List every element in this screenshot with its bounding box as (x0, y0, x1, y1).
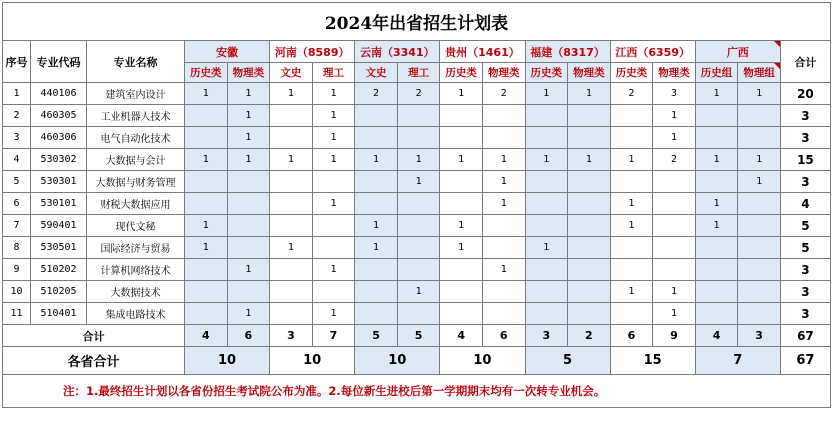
stream-header: 物理类 (482, 63, 525, 83)
row-quota-cell (355, 193, 398, 215)
row-quota-cell (440, 171, 483, 193)
stream-header: 历史类 (185, 63, 228, 83)
sum-cell: 6 (482, 325, 525, 347)
sum-row-label: 合计 (3, 325, 185, 347)
stream-header: 物理类 (653, 63, 696, 83)
row-quota-cell: 1 (482, 171, 525, 193)
header-name: 专业名称 (87, 41, 185, 83)
row-code: 530501 (31, 237, 87, 259)
row-quota-cell: 1 (227, 259, 270, 281)
province-header: 河南（8589） (270, 41, 355, 63)
row-quota-cell: 2 (653, 149, 696, 171)
row-quota-cell: 1 (695, 215, 738, 237)
province-sum-cell: 7 (695, 347, 780, 375)
table-row (3, 149, 831, 171)
row-quota-cell (653, 259, 696, 281)
row-quota-cell (185, 259, 228, 281)
row-quota-cell (227, 171, 270, 193)
row-quota-cell (355, 303, 398, 325)
stream-header: 历史类 (525, 63, 568, 83)
row-total: 3 (780, 171, 830, 193)
row-quota-cell (568, 105, 611, 127)
row-quota-cell (440, 105, 483, 127)
row-quota-cell: 1 (312, 127, 355, 149)
row-total: 5 (780, 237, 830, 259)
row-quota-cell: 1 (312, 105, 355, 127)
row-quota-cell: 1 (185, 215, 228, 237)
row-quota-cell: 2 (482, 83, 525, 105)
row-quota-cell (440, 281, 483, 303)
row-quota-cell (568, 193, 611, 215)
row-quota-cell (610, 259, 653, 281)
row-quota-cell (568, 237, 611, 259)
row-quota-cell (355, 171, 398, 193)
row-major-name: 财税大数据应用 (87, 193, 185, 215)
row-major-name: 计算机网络技术 (87, 259, 185, 281)
row-quota-cell (312, 237, 355, 259)
row-quota-cell: 1 (397, 281, 440, 303)
row-total: 15 (780, 149, 830, 171)
row-quota-cell (185, 171, 228, 193)
row-quota-cell: 1 (568, 149, 611, 171)
enrollment-plan-sheet (2, 2, 830, 435)
row-quota-cell: 1 (312, 83, 355, 105)
stream-header: 历史类 (440, 63, 483, 83)
row-quota-cell (482, 237, 525, 259)
row-seq: 6 (3, 193, 31, 215)
row-quota-cell (525, 281, 568, 303)
row-quota-cell (653, 237, 696, 259)
row-quota-cell (270, 259, 313, 281)
row-quota-cell: 1 (440, 237, 483, 259)
row-quota-cell (440, 259, 483, 281)
row-quota-cell (270, 303, 313, 325)
row-quota-cell: 1 (397, 171, 440, 193)
province-sum-cell: 10 (270, 347, 355, 375)
province-header: 江西（6359） (610, 41, 695, 63)
row-quota-cell (482, 127, 525, 149)
row-major-name: 电气自动化技术 (87, 127, 185, 149)
row-quota-cell (695, 303, 738, 325)
row-quota-cell (653, 193, 696, 215)
row-quota-cell: 1 (440, 149, 483, 171)
row-quota-cell (610, 105, 653, 127)
row-quota-cell (185, 303, 228, 325)
row-quota-cell (738, 303, 781, 325)
row-quota-cell (610, 127, 653, 149)
row-quota-cell: 1 (440, 83, 483, 105)
row-quota-cell (227, 215, 270, 237)
row-major-name: 工业机器人技术 (87, 105, 185, 127)
row-quota-cell (355, 105, 398, 127)
row-quota-cell: 1 (312, 259, 355, 281)
row-quota-cell: 1 (227, 127, 270, 149)
row-code: 460306 (31, 127, 87, 149)
row-seq: 3 (3, 127, 31, 149)
row-quota-cell (738, 105, 781, 127)
table-row (3, 193, 831, 215)
row-quota-cell (440, 303, 483, 325)
stream-header: 物理类 (568, 63, 611, 83)
row-quota-cell (610, 171, 653, 193)
row-quota-cell: 3 (653, 83, 696, 105)
row-seq: 4 (3, 149, 31, 171)
row-quota-cell: 1 (482, 193, 525, 215)
row-quota-cell: 1 (397, 149, 440, 171)
sum-cell: 7 (312, 325, 355, 347)
province-sum-cell: 15 (610, 347, 695, 375)
stream-header: 理工 (397, 63, 440, 83)
sum-cell: 2 (568, 325, 611, 347)
row-quota-cell: 1 (312, 149, 355, 171)
row-quota-cell: 1 (227, 149, 270, 171)
row-major-name: 大数据技术 (87, 281, 185, 303)
row-code: 590401 (31, 215, 87, 237)
row-quota-cell: 1 (695, 193, 738, 215)
table-row (3, 303, 831, 325)
row-code: 440106 (31, 83, 87, 105)
row-quota-cell (185, 127, 228, 149)
row-quota-cell (738, 237, 781, 259)
row-quota-cell: 1 (355, 237, 398, 259)
row-seq: 7 (3, 215, 31, 237)
province-sum-total: 67 (780, 347, 830, 375)
row-quota-cell (695, 171, 738, 193)
row-quota-cell (397, 127, 440, 149)
province-header: 广西 (695, 41, 780, 63)
row-quota-cell (482, 281, 525, 303)
row-quota-cell (397, 303, 440, 325)
row-quota-cell (610, 237, 653, 259)
row-quota-cell: 2 (355, 83, 398, 105)
row-quota-cell: 1 (227, 105, 270, 127)
province-header: 安徽 (185, 41, 270, 63)
row-total: 3 (780, 105, 830, 127)
row-seq: 9 (3, 259, 31, 281)
row-quota-cell (397, 193, 440, 215)
stream-header: 文史 (270, 63, 313, 83)
row-quota-cell (568, 303, 611, 325)
row-quota-cell: 1 (270, 149, 313, 171)
row-quota-cell: 1 (610, 193, 653, 215)
row-quota-cell: 1 (695, 83, 738, 105)
row-total: 4 (780, 193, 830, 215)
table-row (3, 215, 831, 237)
header-code: 专业代码 (31, 41, 87, 83)
row-quota-cell: 1 (185, 83, 228, 105)
stream-header: 文史 (355, 63, 398, 83)
row-quota-cell (440, 193, 483, 215)
row-quota-cell (568, 281, 611, 303)
row-quota-cell (227, 281, 270, 303)
row-quota-cell (355, 127, 398, 149)
row-quota-cell: 1 (185, 149, 228, 171)
table-row (3, 171, 831, 193)
row-quota-cell: 1 (738, 83, 781, 105)
row-quota-cell (568, 215, 611, 237)
stream-header: 理工 (312, 63, 355, 83)
row-major-name: 大数据与会计 (87, 149, 185, 171)
row-quota-cell (695, 281, 738, 303)
row-quota-cell: 1 (653, 105, 696, 127)
sum-cell: 6 (227, 325, 270, 347)
row-quota-cell (610, 303, 653, 325)
table-row (3, 83, 831, 105)
stream-header: 物理组 (738, 63, 781, 83)
row-quota-cell (738, 193, 781, 215)
sum-cell: 5 (355, 325, 398, 347)
row-total: 3 (780, 127, 830, 149)
row-quota-cell (695, 105, 738, 127)
table-title: 2024年出省招生计划表 (3, 3, 831, 41)
row-quota-cell: 1 (227, 83, 270, 105)
row-quota-cell: 1 (695, 149, 738, 171)
row-quota-cell (653, 215, 696, 237)
row-quota-cell (397, 215, 440, 237)
province-sum-cell: 10 (440, 347, 525, 375)
row-quota-cell (695, 259, 738, 281)
row-major-name: 现代文秘 (87, 215, 185, 237)
row-quota-cell (397, 237, 440, 259)
sum-total: 67 (780, 325, 830, 347)
row-seq: 11 (3, 303, 31, 325)
row-quota-cell (185, 281, 228, 303)
row-quota-cell (440, 127, 483, 149)
sum-cell: 6 (610, 325, 653, 347)
sum-cell: 4 (185, 325, 228, 347)
row-quota-cell (482, 303, 525, 325)
sum-cell: 5 (397, 325, 440, 347)
row-quota-cell (227, 237, 270, 259)
row-quota-cell: 1 (525, 237, 568, 259)
row-quota-cell (738, 281, 781, 303)
row-quota-cell (312, 215, 355, 237)
row-quota-cell: 1 (440, 215, 483, 237)
header-seq: 序号 (3, 41, 31, 83)
row-quota-cell (738, 215, 781, 237)
row-major-name: 建筑室内设计 (87, 83, 185, 105)
row-seq: 5 (3, 171, 31, 193)
row-quota-cell: 1 (610, 215, 653, 237)
row-quota-cell: 1 (525, 83, 568, 105)
row-total: 3 (780, 303, 830, 325)
row-quota-cell (482, 215, 525, 237)
row-quota-cell: 1 (738, 149, 781, 171)
row-quota-cell (525, 171, 568, 193)
row-quota-cell (270, 105, 313, 127)
row-quota-cell (695, 127, 738, 149)
row-quota-cell (525, 303, 568, 325)
row-quota-cell (482, 105, 525, 127)
row-quota-cell (312, 171, 355, 193)
row-quota-cell: 1 (482, 259, 525, 281)
row-quota-cell (738, 127, 781, 149)
province-header: 贵州（1461） (440, 41, 525, 63)
row-quota-cell (695, 237, 738, 259)
row-quota-cell: 1 (653, 281, 696, 303)
row-code: 510205 (31, 281, 87, 303)
row-quota-cell (185, 105, 228, 127)
row-quota-cell (568, 127, 611, 149)
row-quota-cell (397, 259, 440, 281)
row-code: 530302 (31, 149, 87, 171)
sum-cell: 3 (270, 325, 313, 347)
row-quota-cell (653, 171, 696, 193)
sum-cell: 4 (695, 325, 738, 347)
row-quota-cell: 1 (482, 149, 525, 171)
header-total: 合计 (780, 41, 830, 83)
table-row (3, 105, 831, 127)
province-header: 福建（8317） (525, 41, 610, 63)
row-total: 3 (780, 281, 830, 303)
row-major-name: 国际经济与贸易 (87, 237, 185, 259)
province-sum-cell: 10 (355, 347, 440, 375)
row-quota-cell: 1 (355, 149, 398, 171)
row-major-name: 大数据与财务管理 (87, 171, 185, 193)
row-code: 510202 (31, 259, 87, 281)
sum-cell: 4 (440, 325, 483, 347)
row-total: 3 (780, 259, 830, 281)
row-quota-cell: 1 (610, 281, 653, 303)
row-quota-cell: 1 (568, 83, 611, 105)
row-quota-cell (270, 193, 313, 215)
row-code: 510401 (31, 303, 87, 325)
table-row (3, 127, 831, 149)
row-quota-cell: 1 (653, 127, 696, 149)
row-code: 530301 (31, 171, 87, 193)
row-quota-cell: 1 (738, 171, 781, 193)
row-quota-cell (568, 171, 611, 193)
row-major-name: 集成电路技术 (87, 303, 185, 325)
sum-cell: 9 (653, 325, 696, 347)
enrollment-plan-table (2, 2, 831, 408)
row-total: 20 (780, 83, 830, 105)
row-quota-cell (270, 281, 313, 303)
row-quota-cell (525, 259, 568, 281)
row-quota-cell (525, 193, 568, 215)
row-quota-cell (270, 127, 313, 149)
row-quota-cell: 1 (227, 303, 270, 325)
row-quota-cell: 1 (185, 237, 228, 259)
row-quota-cell: 1 (312, 193, 355, 215)
row-quota-cell: 1 (270, 83, 313, 105)
table-row (3, 237, 831, 259)
row-quota-cell (185, 193, 228, 215)
row-seq: 2 (3, 105, 31, 127)
province-header: 云南（3341） (355, 41, 440, 63)
row-code: 530101 (31, 193, 87, 215)
stream-header: 历史类 (610, 63, 653, 83)
row-quota-cell: 2 (610, 83, 653, 105)
row-quota-cell (270, 171, 313, 193)
province-sum-cell: 5 (525, 347, 610, 375)
row-seq: 1 (3, 83, 31, 105)
row-seq: 8 (3, 237, 31, 259)
stream-header: 物理类 (227, 63, 270, 83)
province-sum-label: 各省合计 (3, 347, 185, 375)
row-quota-cell (270, 215, 313, 237)
row-quota-cell: 2 (397, 83, 440, 105)
row-total: 5 (780, 215, 830, 237)
row-quota-cell: 1 (270, 237, 313, 259)
row-quota-cell: 1 (653, 303, 696, 325)
province-sum-cell: 10 (185, 347, 270, 375)
footnote: 注：1.最终招生计划以各省份招生考试院公布为准。2.每位新生进校后第一学期期末均有一次转专业机会。 (3, 375, 831, 408)
row-quota-cell (525, 215, 568, 237)
table-row (3, 259, 831, 281)
row-quota-cell (227, 193, 270, 215)
row-quota-cell: 1 (610, 149, 653, 171)
row-quota-cell (312, 281, 355, 303)
row-code: 460305 (31, 105, 87, 127)
row-quota-cell (525, 127, 568, 149)
row-quota-cell (355, 281, 398, 303)
row-seq: 10 (3, 281, 31, 303)
table-row (3, 281, 831, 303)
row-quota-cell (397, 105, 440, 127)
row-quota-cell (525, 105, 568, 127)
row-quota-cell (568, 259, 611, 281)
sum-cell: 3 (738, 325, 781, 347)
stream-header: 历史组 (695, 63, 738, 83)
sum-cell: 3 (525, 325, 568, 347)
row-quota-cell: 1 (312, 303, 355, 325)
row-quota-cell: 1 (355, 215, 398, 237)
row-quota-cell (355, 259, 398, 281)
row-quota-cell: 1 (525, 149, 568, 171)
row-quota-cell (738, 259, 781, 281)
